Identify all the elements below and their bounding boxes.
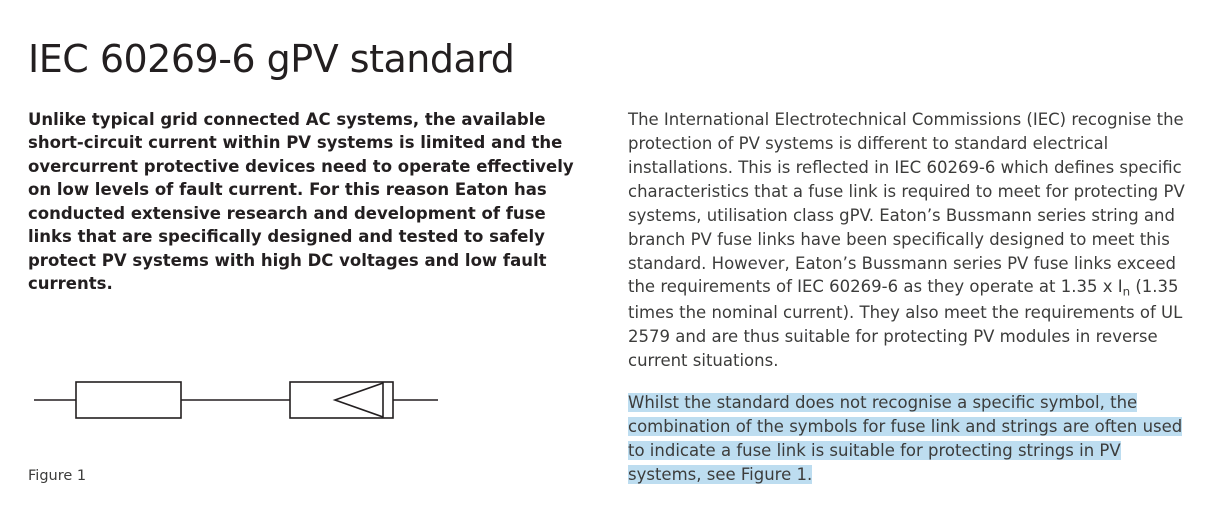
highlighted-text: Whilst the standard does not recognise a specific symbol, the combination of the symbols for fuse link and strings are often used to indicate a fuse link is suitable for protecting strings in PV systems, see Figure 1. [628,392,1183,484]
right-column [628,108,1198,486]
figure-1-diagram [28,355,448,445]
body-paragraph-part1: The International Electrotechnical Commissions (IEC) recognise the protection of PV systems is different to standard electrical installations. This is reflected in IEC 60269-6 which defines specific characteristics that a fuse link is required to meet for protecting PV systems, utilisation class gPV. Eaton’s Bussmann series string and branch PV fuse links have been specifically designed to meet this standard. However, Eaton’s Bussmann series PV fuse links exceed the requirements of IEC 60269-6 as they operate at 1.35 x I [628,110,1185,297]
nominal-current-subscript: n [1122,284,1131,299]
fuse-link-rectangle [76,382,181,418]
string-triangle [335,383,383,417]
lead-paragraph: Unlike typical grid connected AC systems, the available short-circuit current within PV systems is limited and the overcurrent protective devices need to operate effectively on low levels of fault current. For this reason Eaton has conducted extensive research and development of fuse links that are specifically designed and tested to safely protect PV systems with high DC voltages and low fault currents. [28,110,574,293]
body-paragraph [628,108,1198,373]
figure-caption: Figure 1 [28,468,87,484]
highlighted-paragraph [628,391,1198,487]
left-column [28,108,594,295]
fuse-link-string-symbol-svg [28,355,448,445]
page-title: IEC 60269-6 gPV standard [28,37,515,82]
body-paragraph-part2: (1.35 times the nominal current). They also meet the requirements of UL 2579 and are thus suitable for protecting PV modules in reverse current situations. [628,277,1183,370]
string-rectangle [290,382,393,418]
